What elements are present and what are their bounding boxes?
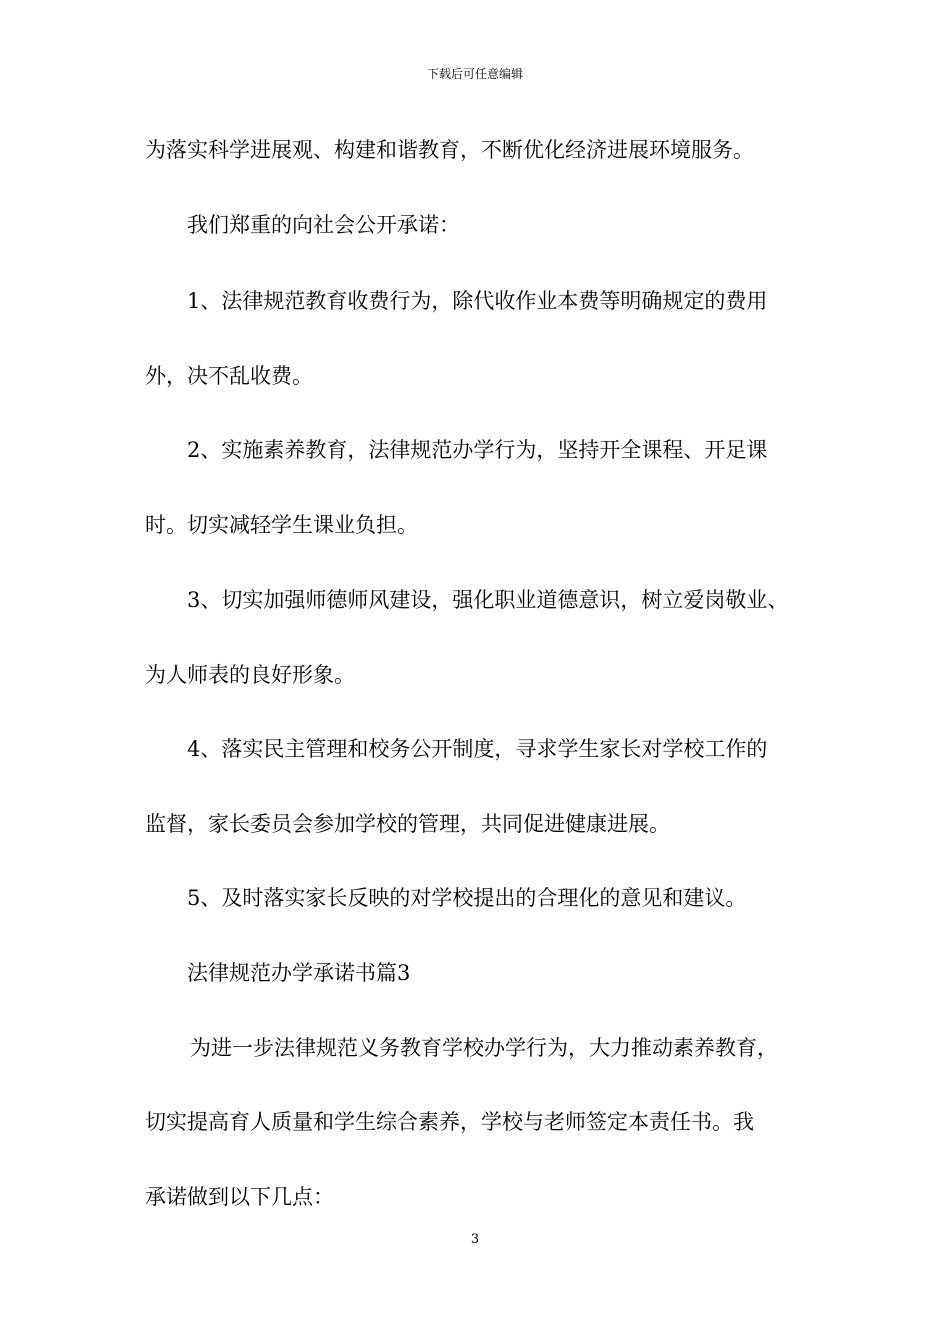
section-heading: 法律规范办学承诺书篇3: [187, 961, 411, 985]
item-1-line-1: 1、法律规范教育收费行为，除代收作业本费等明确规定的费用: [187, 289, 768, 313]
item-2-line-1: 2、实施素养教育，法律规范办学行为，坚持开全课程、开足课: [187, 438, 768, 462]
item-3-line-1: 3、切实加强师德师风建设，强化职业道德意识，树立爱岗敬业、: [187, 588, 789, 612]
section-body-line-2: 切实提高育人质量和学生综合素养，学校与老师签定本责任书。我: [145, 1110, 754, 1134]
page-number: 3: [470, 1232, 480, 1247]
item-3-line-2: 为人师表的良好形象。: [145, 663, 355, 687]
section-body-line-3: 承诺做到以下几点：: [145, 1185, 334, 1209]
section-body-line-1: 为进一步法律规范义务教育学校办学行为，大力推动素养教育，: [190, 1036, 778, 1060]
body-line-1: 为落实科学进展观、构建和谐教育，不断优化经济进展环境服务。: [145, 138, 754, 162]
page-header: 下载后可任意编辑: [426, 67, 523, 81]
item-5-line-1: 5、及时落实家长反映的对学校提出的合理化的意见和建议。: [187, 886, 747, 910]
item-4-line-2: 监督，家长委员会参加学校的管理，共同促进健康进展。: [145, 812, 670, 836]
item-1-line-2: 外，决不乱收费。: [145, 364, 313, 388]
body-line-2: 我们郑重的向社会公开承诺：: [187, 213, 460, 237]
item-2-line-2: 时。切实减轻学生课业负担。: [145, 513, 418, 537]
item-4-line-1: 4、落实民主管理和校务公开制度，寻求学生家长对学校工作的: [187, 737, 768, 761]
